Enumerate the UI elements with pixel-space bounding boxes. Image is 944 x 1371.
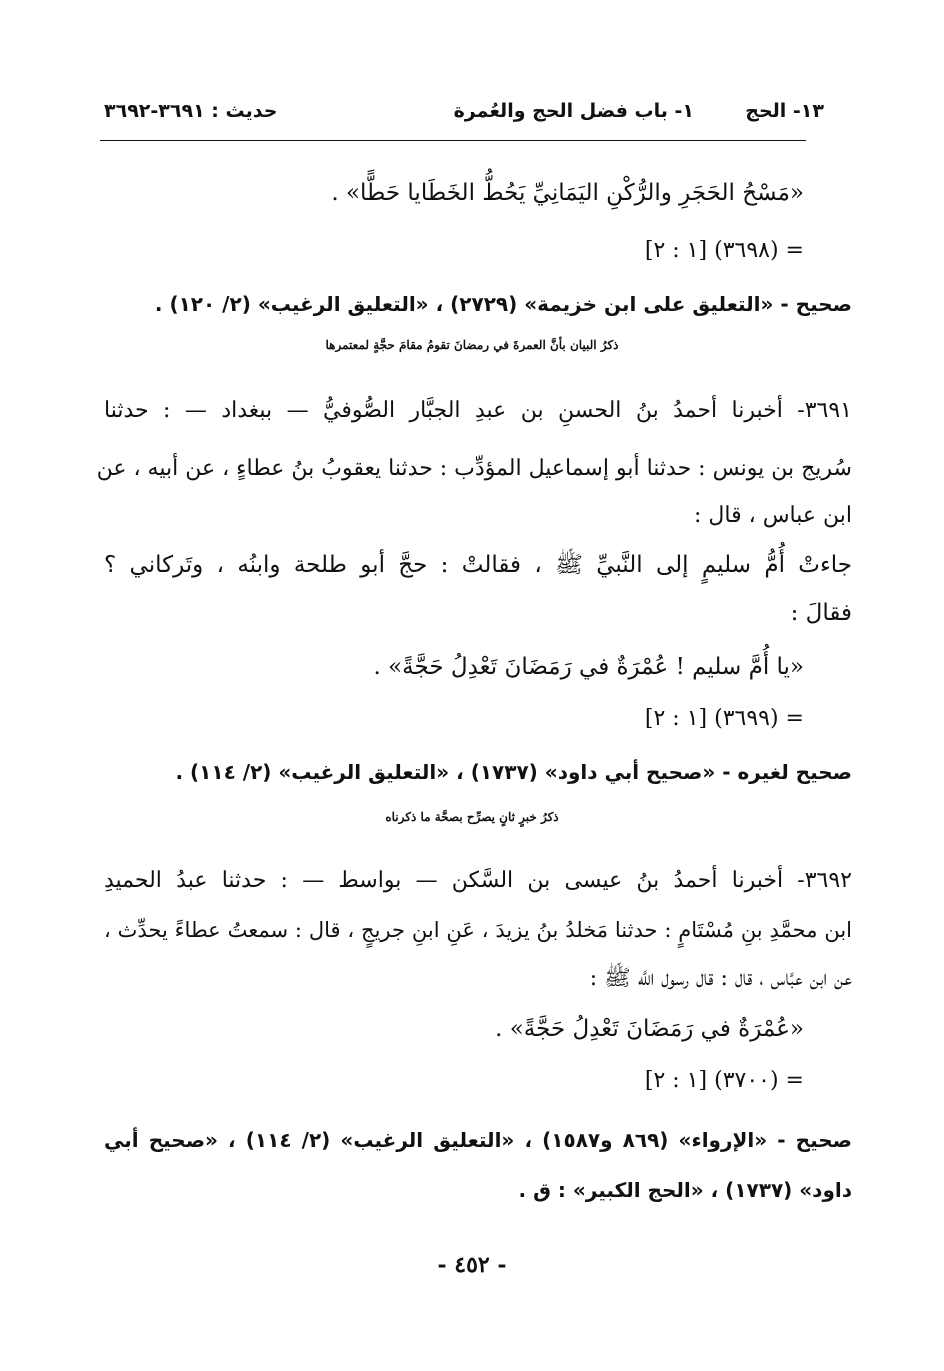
grading-line: صحيح لغيره - «صحيح أبي داود» (١٧٣٧) ، «التعليق الرغيب» (٢/ ١١٤) . — [175, 760, 852, 784]
isnad-line: سُريج بن يونس : حدثنا أبو إسماعيل المؤدِّب : حدثنا يعقوبُ بنُ عطاءٍ ، عن أبيه ، عن — [96, 456, 852, 481]
reference-line: = (٣٦٩٩) [١ : ٢] — [644, 706, 804, 731]
chapter-title: ١٣- الحج — [745, 100, 824, 122]
chapter-heading: ذكرُ البيان بأنَّ العمرةَ في رمضانَ تقومُ مقامَ حجَّةٍ لمعتمرها — [325, 338, 619, 352]
page-number: - ٤٥٢ - — [437, 1252, 507, 1278]
isnad-line: ابن محمَّدِ بنِ مُسْتَامٍ : حدثنا مَخلدُ بنُ يزيدَ ، عَنِ ابنِ جريجٍ ، قال : سمعتُ عطاءً يحدِّث ، — [104, 918, 852, 942]
section-title: ١- باب فضل الحج والعُمرة — [453, 100, 694, 122]
header-divider — [100, 140, 806, 141]
grading-line: صحيح - «الإرواء» (٨٦٩ و١٥٨٧) ، «التعليق الرغيب» (٢/ ١١٤) ، «صحيح أبي — [104, 1128, 852, 1152]
reference-line: = (٣٧٠٠) [١ : ٢] — [644, 1068, 804, 1093]
grading-line: صحيح - «التعليق على ابن خزيمة» (٢٧٢٩) ، «التعليق الرغيب» (٢/ ١٢٠) . — [154, 292, 852, 316]
hadith-range: حديث : ٣٦٩١-٣٦٩٢ — [104, 100, 278, 122]
chapter-heading: ذكرُ خبرٍ ثانٍ يصرِّح بصحَّة ما ذكرناه — [385, 810, 559, 824]
matn-line: فقالَ : — [790, 600, 852, 626]
matn-line: جاءتْ أُمُّ سليمٍ إلى النَّبيِّ ﷺ ، فقالتْ : حجَّ أبو طلحة وابنُه ، وتَركاني ؟ — [104, 552, 852, 578]
isnad-line: ٣٦٩٢- أخبرنا أحمدُ بنُ عيسى بن السَّكن — بواسط — : حدثنا عبدُ الحميدِ — [104, 868, 852, 893]
reference-line: = (٣٦٩٨) [١ : ٢] — [644, 238, 804, 263]
isnad-line: عن ابن عبَّاس ، قال : قال رسول اللَّه ﷺ : — [589, 966, 852, 991]
isnad-line: ابن عباس ، قال : — [694, 503, 852, 528]
hadith-text-line: «يا أُمَّ سليم ! عُمْرَةٌ في رَمَضَانَ تَعْدِلُ حَجَّةً» . — [373, 654, 804, 680]
isnad-line: ٣٦٩١- أخبرنا أحمدُ بنُ الحسنِ بن عبدِ الجبَّار الصُّوفيُّ — ببغداد — : حدثنا — [104, 398, 852, 423]
hadith-text-line: «عُمْرَةٌ في رَمَضَانَ تَعْدِلُ حَجَّةً» . — [495, 1016, 804, 1042]
hadith-text-line: «مَسْحُ الحَجَرِ والرُّكْنِ اليَمَانِيِّ يَحُطُّ الخَطَايا حَطًّا» . — [331, 180, 804, 206]
grading-line: داود» (١٧٣٧) ، «الحج الكبير» : ق . — [518, 1178, 852, 1202]
